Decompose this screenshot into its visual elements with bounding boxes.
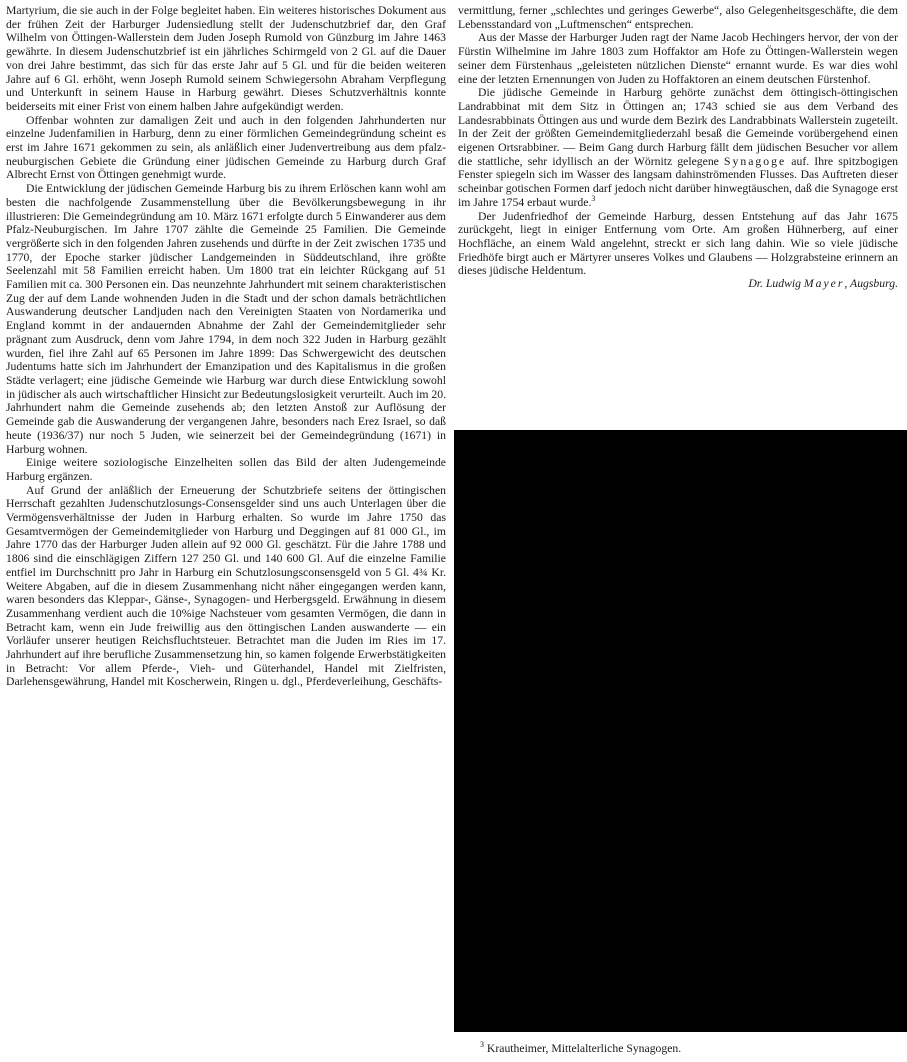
footnote xyxy=(480,1042,681,1056)
signature-surname: Mayer xyxy=(803,277,845,291)
paragraph: Martyrium, die sie auch in der Folge begleitet haben. Ein weiteres historisches Dokument aus der frühen Zeit der Harburger Judensiedlung stellt der Judenschutzbrief dar, den Graf Wilhelm von Öttingen-Wallerstein dem Juden Joseph Rumold von Günzburg im Jahre 1463 gewährte. In diesem Judenschutzbrief ist ein jährliches Schirmgeld von 2 Gl. auf die Dauer von drei Jahre bestimmt, das sich für das erste Jahr auf 5 Gl. und für die beiden weiteren Jahre auf 6 Gl. erhöht, wenn Joseph Rumold seinem Schwiegersohn Abraham Verpflegung und Unterkunft in seinem Hause in Harburg gewährt. Dieses Schutzverhältnis konnte beiderseits mit einer Frist von einem halben Jahre aufgekündigt werden. xyxy=(6,4,446,113)
footnote-text: Krautheimer, Mittelalterliche Synagogen. xyxy=(484,1042,682,1055)
paragraph: Offenbar wohnten zur damaligen Zeit und auch in den folgenden Jahrhunderten nur einzelne Judenfamilien in Harburg, denn zu einer förmlichen Gemeindegründung scheint es erst im Jahre 1671 gekommen zu sein, als anläßlich einer Judenvertreibung aus dem pfalz-neuburgischen Gebiete die Gründung einer jüdischen Gemeinde zu Harburg durch Graf Albrecht Ernst von Öttingen genehmigt wurde. xyxy=(6,113,446,182)
author-signature xyxy=(458,277,898,291)
signature-suffix: , Augsburg. xyxy=(844,277,898,291)
paragraph: Auf Grund der anläßlich der Erneuerung der Schutzbriefe seitens der öttingischen Herrschaft gezahlten Judenschutzlosungs-Consensgelder sind uns auch Unterlagen über die Vermögensverhältnisse der Juden in Harburg erhalten. So wurde im Jahre 1750 das Gesamtvermögen der Gemeindemitglieder von Harburg und Deggingen auf 81 000 Gl., im Jahre 1770 das der Harburger Juden allein auf 92 000 Gl. geschätzt. Für die Jahre 1788 und 1806 sind die einschlägigen Ziffern 127 250 Gl. und 140 600 Gl. Auf die einzelne Familie entfiel im Durchschnitt pro Jahr in Harburg ein Schutzlosungsconsensgeld von 5 Gl. 4¾ Kr. Weitere Abgaben, auf die in diesem Zusammenhang nicht näher eingegangen werden kann, waren besonders das Kleppar-, Gänse-, Synagogen- und Herbergsgeld. Erwähnung in diesem Zusammenhang verdient auch die 10%ige Nachsteuer vom gesamten Vermögen, die dann in Betracht kam, wenn ein Jude freiwillig aus den öttingischen Landen auswanderte — ein Vorläufer unserer heutigen Reichsfluchtsteuer. Betrachtet man die Juden im Ries im 17. Jahrhundert auf ihre berufliche Zusammensetzung hin, so kamen folgende Erwerbstätigkeiten in Betracht: Vor allem Pferde-, Vieh- und Güterhandel, Handel mit Zielfristen, Darlehensgewährung, Handel mit Koscherwein, Ringen u. dgl., Pferdeverleihung, Geschäfts- xyxy=(6,483,446,689)
paragraph: Die Entwicklung der jüdischen Gemeinde Harburg bis zu ihrem Erlöschen kann wohl am besten die nachfolgende Zusammenstellung über die Bevölkerungsbewegung in ihr illustrieren: Die Gemeindegründung am 10. März 1671 erfolgte durch 5 Einwanderer aus dem Pfalz-Neuburgischen. Im Jahre 1707 zählte die Gemeinde 25 Familien. Die Gemeinde vergrößerte sich in den folgenden Jahren zusehends und dürfte in der Zeit zwischen 1735 und 1770, der Epoche starker jüdischer Landgemeinden in Süddeutschland, ihre größte Seelenzahl mit 58 Familien erreicht haben. Um 1800 trat ein leichter Rückgang auf 51 Familien mit ca. 300 Personen ein. Das neunzehnte Jahrhundert mit seinem charakteristischen Zug der auf dem Lande wohnenden Juden in die Stadt und der schon damals beträchtlichen Auswanderung deutscher Landjuden nach den Vereinigten Staaten von Nordamerika und England kommt in der andauernden Abnahme der Zahl der Gemeindemitglieder sehr prägnant zum Ausdruck, denn vom Jahre 1794, in dem noch 322 Juden in Harburg gezählt wurden, fiel ihre Zahl auf 65 Personen im Jahre 1899: Das Schwergewicht des deutschen Judentums hatte sich im Jahrhundert der Emanzipation und des Kapitalismus in die großen Städte verlagert; eine jüdische Gemeinde wie Harburg war durch diese Entwicklung sowohl in jüdischer als auch wirtschaftlicher Hinsicht zur Bedeutungslosigkeit verurteilt. Auch im 20. Jahrhundert nahm die Gemeinde zusehends ab; den letzten Anstoß zur Auflösung der Gemeinde gab die Auswanderung der vergangenen Jahre, besonders nach Erez Israel, so daß heute (1936/37) nur noch 5 Juden, wie seinerzeit bei der Gemeindegründung (1671) in Harburg wohnen. xyxy=(6,182,446,456)
paragraph-text: Die jüdische Gemeinde in Harburg gehörte zunächst dem öttingisch-öttingischen Landrabbinat mit dem Sitz in Öttingen an; 1743 schied sie aus dem Verband des Landesrabbinats Öttingen aus und wurde dem Bezirk des Landrabbinats Wallerstein zugeteilt. In der Zeit der größten Gemeindemitgliederzahl besaß die Gemeinde vorübergehend einen eigenen Ortsrabbiner. — Beim Gang durch Harburg fällt dem jüdischen Besucher vor allem die stattliche, sehr idyllisch an der Wörnitz gelegene xyxy=(458,86,898,168)
signature-prefix: Dr. Ludwig xyxy=(748,277,801,291)
left-column xyxy=(6,4,446,689)
emphasized-word: Synagoge xyxy=(724,154,787,168)
paragraph: Der Judenfriedhof der Gemeinde Harburg, dessen Entstehung auf das Jahr 1675 zurückgeht, liegt in einiger Entfernung vom Orte. Am großen Hühnerberg, auf einer Hochfläche, an einem Wald angelehnt, streckt er sich lang dahin. Wie so viele jüdische Friedhöfe birgt auch er Märtyrer unseres Volkes und Glaubens — Holzgrabsteine erinnern an dieses jüdische Heldentum. xyxy=(458,209,898,278)
redacted-block xyxy=(454,430,907,1032)
footnote-mark: 3 xyxy=(480,1040,484,1050)
paragraph-text: auf. Ihre spitzbogigen Fenster spiegeln sich im Wasser des langsam dahinströmenden Flusses. Das Auftreten dieser scheinbar gotischen Formen darf jedoch nicht darüber hinwegtäuschen, daß die Synagoge erst im Jahre 1754 erbaut wurde. xyxy=(458,154,899,209)
paragraph: Einige weitere soziologische Einzelheiten sollen das Bild der alten Judengemeinde Harburg ergänzen. xyxy=(6,456,446,483)
paragraph: Aus der Masse der Harburger Juden ragt der Name Jacob Hechingers hervor, der von der Fürstin Wilhelmine im Jahre 1803 zum Hoffaktor am Hofe zu Öttingen-Wallerstein wegen seiner dem Fürstenhaus „geleisteten nützlichen Dienste“ ernannt wurde. Es war dies wohl eine der letzten Ernennungen von Juden zu Hoffaktoren an einem deutschen Fürstenhof. xyxy=(458,31,898,86)
right-column xyxy=(458,4,898,291)
paragraph xyxy=(458,86,898,209)
footnote-reference: 3 xyxy=(591,193,596,203)
paragraph: vermittlung, ferner „schlechtes und geringes Gewerbe“, also Gelegenheitsgeschäfte, die dem Lebensstandard von „Luftmenschen“ entsprechen. xyxy=(458,4,898,31)
